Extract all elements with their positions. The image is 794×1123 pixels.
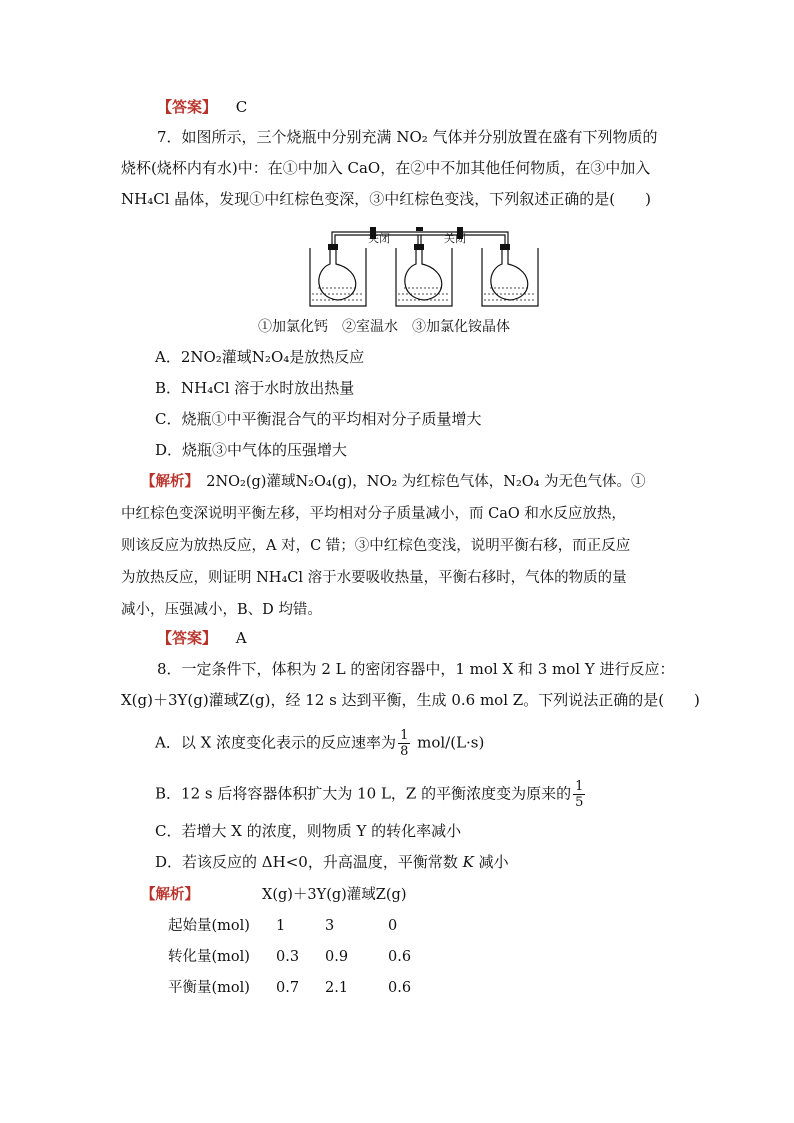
answer-value: C	[235, 98, 248, 116]
analysis7-line-3: 则该反应为放热反应，A 对，C 错；③中红棕色变浅，说明平衡右移，而正反应	[121, 538, 631, 554]
answer-line	[157, 97, 247, 117]
analysis8-header	[141, 885, 199, 905]
q7-line-2: 烧杯(烧杯内有水)中：在①中加入 CaO，在②中不加其他任何物质，在③中加入	[121, 159, 651, 177]
row-y: 2.1	[325, 980, 349, 996]
analysis7-line-5: 减小，压强减小，B、D 均错。	[121, 602, 322, 618]
row-label: 平衡量(mol)	[168, 980, 250, 996]
valve-label-2: 关闭	[444, 232, 466, 245]
row-x: 0.7	[276, 980, 300, 996]
row-label: 转化量(mol)	[168, 949, 250, 965]
analysis-tag-2: 【解析】	[141, 886, 199, 903]
flask-3	[482, 244, 538, 306]
row-x: 0.3	[276, 949, 300, 965]
q8-option-c: C．若增大 X 的浓度，则物质 Y 的转化率减小	[155, 822, 462, 840]
row-z: 0	[388, 918, 398, 934]
row-label: 起始量(mol)	[168, 918, 250, 934]
q8-line-2: X(g)＋3Y(g)灌琙Z(g)，经 12 s 达到平衡，生成 0.6 mol Z。下列说法正确的是( )	[121, 691, 700, 709]
analysis8-equation: X(g)＋3Y(g)灌琙Z(g)	[262, 887, 407, 903]
analysis-tag: 【解析】	[141, 473, 192, 490]
q7-option-d: D．烧瓶③中气体的压强增大	[155, 441, 348, 459]
flask-2	[396, 244, 452, 306]
flask-apparatus-figure	[290, 218, 560, 308]
frac-denominator: 8	[400, 744, 409, 759]
analysis7-line-1	[141, 472, 646, 492]
fraction-one-fifth	[573, 779, 585, 810]
analysis7-line-4: 为放热反应，则证明 NH₄Cl 溶于水要吸收热量，平衡右移时，气体的物质的量	[121, 570, 627, 586]
answer-line-2	[157, 628, 247, 648]
row-y: 0.9	[325, 949, 349, 965]
symbol-k: K	[462, 853, 474, 871]
analysis7-line-2: 中红棕色变深说明平衡左移，平均相对分子质量减小，而 CaO 和水反应放热，	[121, 506, 626, 522]
q8-option-b-text: B．12 s 后将容器体积扩大为 10 L，Z 的平衡浓度变为原来的	[155, 784, 572, 803]
fraction-one-eighth	[398, 728, 410, 759]
q7-option-c: C．烧瓶①中平衡混合气的平均相对分子质量增大	[155, 410, 482, 428]
q7-option-b: B．NH₄Cl 溶于水时放出热量	[155, 379, 355, 397]
frac-numerator: 1	[575, 779, 584, 794]
frac-denominator: 5	[575, 795, 584, 810]
q8-option-b	[155, 779, 587, 810]
flask-1	[310, 244, 366, 306]
frac-numerator: 1	[400, 728, 409, 743]
answer-tag: 【答案】	[157, 98, 218, 116]
row-z: 0.6	[388, 949, 412, 965]
figure-caption: ①加氯化钙 ②室温水 ③加氯化铵晶体	[258, 319, 510, 335]
q7-line-3: NH₄Cl 晶体，发现①中红棕色变深，③中红棕色变浅，下列叙述正确的是( )	[121, 190, 651, 208]
q7-line-1: 7．如图所示，三个烧瓶中分别充满 NO₂ 气体并分别放置在盛有下列物质的	[157, 128, 658, 146]
row-y: 3	[325, 918, 335, 934]
q8-line-1: 8．一定条件下，体积为 2 L 的密闭容器中，1 mol X 和 3 mol Y 进行反应：	[157, 660, 675, 678]
q8-option-d-end: 减小	[473, 853, 509, 871]
q8-option-a-text: A．以 X 浓度变化表示的反应速率为	[155, 733, 397, 752]
analysis7-text-1: 2NO₂(g)灌琙N₂O₄(g)，NO₂ 为红棕色气体，N₂O₄ 为无色气体。①	[191, 474, 646, 490]
q8-option-d-text: D．若该反应的 ΔH<0，升高温度，平衡常数	[155, 853, 463, 871]
q8-option-a	[155, 728, 484, 759]
q7-option-a: A．2NO₂灌琙N₂O₄是放热反应	[155, 348, 365, 366]
answer-value-2: A	[235, 629, 247, 647]
valve-label-1: 关闭	[368, 232, 390, 245]
row-x: 1	[276, 918, 286, 934]
row-z: 0.6	[388, 980, 412, 996]
answer-tag-2: 【答案】	[157, 629, 218, 647]
q8-option-d	[155, 852, 509, 872]
q8-option-a-unit: mol/(L·s)	[412, 733, 485, 752]
